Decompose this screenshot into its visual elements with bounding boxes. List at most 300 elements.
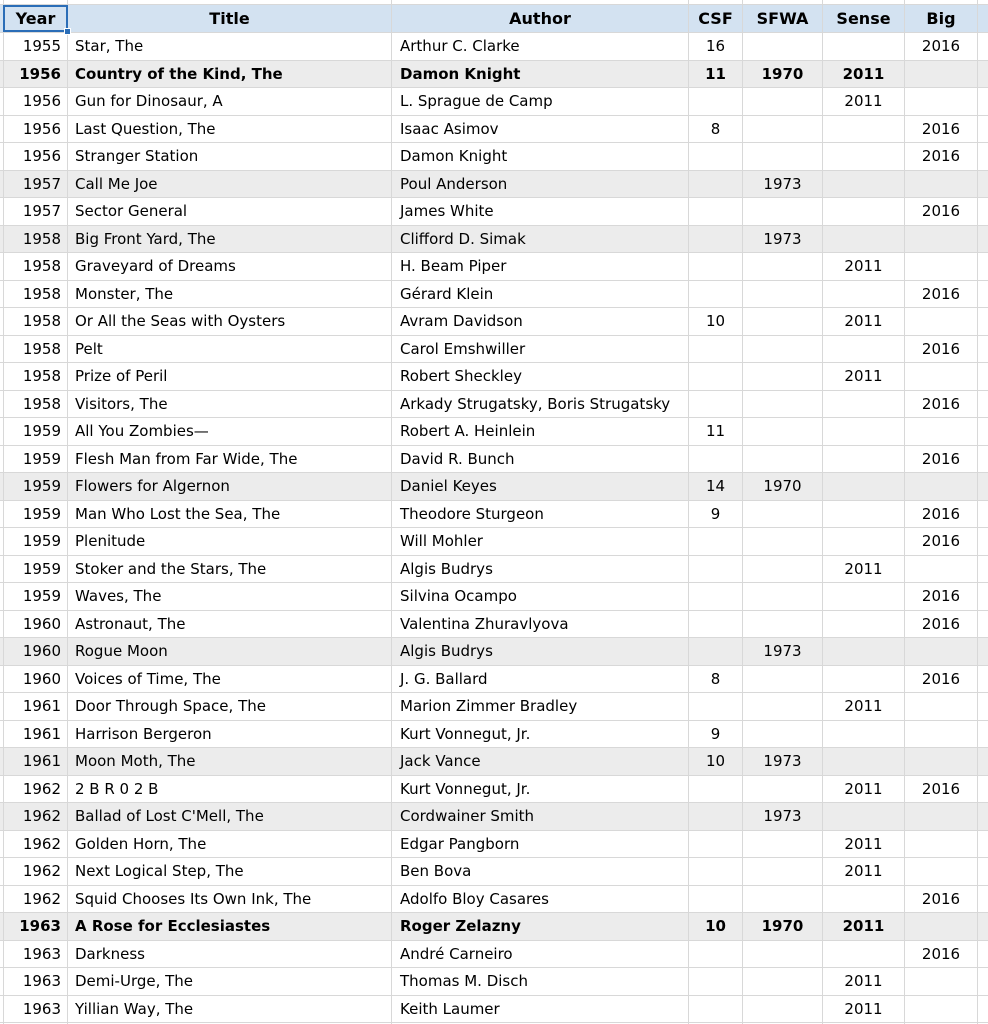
cell-sense[interactable]: 2011	[823, 776, 905, 803]
cell-sense[interactable]	[823, 748, 905, 775]
cell-title[interactable]: Stoker and the Stars, The	[68, 556, 392, 583]
cell-sense[interactable]	[823, 336, 905, 363]
cell-year[interactable]: 1961	[3, 693, 68, 720]
cell-csf[interactable]: 9	[689, 501, 743, 528]
cell-sfwa[interactable]	[743, 611, 823, 638]
cell-author[interactable]: Robert A. Heinlein	[392, 418, 689, 445]
cell-big[interactable]: 2016	[905, 33, 978, 60]
cell-title[interactable]: A Rose for Ecclesiastes	[68, 913, 392, 940]
cell-big[interactable]	[905, 693, 978, 720]
table-row	[0, 583, 988, 611]
cell-sfwa[interactable]	[743, 886, 823, 913]
cell-title[interactable]: Flowers for Algernon	[68, 473, 392, 500]
cell-sense[interactable]: 2011	[823, 363, 905, 390]
cell-big[interactable]: 2016	[905, 198, 978, 225]
cell-sfwa[interactable]	[743, 528, 823, 555]
cell-csf[interactable]	[689, 363, 743, 390]
cell-csf[interactable]: 14	[689, 473, 743, 500]
cell-author[interactable]: Silvina Ocampo	[392, 583, 689, 610]
cell-sfwa[interactable]	[743, 693, 823, 720]
cell-big[interactable]: 2016	[905, 391, 978, 418]
cell-sfwa[interactable]	[743, 336, 823, 363]
cell-author[interactable]: Valentina Zhuravlyova	[392, 611, 689, 638]
cell-sfwa[interactable]	[743, 363, 823, 390]
cell-sense[interactable]: 2011	[823, 913, 905, 940]
cell-sfwa[interactable]: 1973	[743, 748, 823, 775]
cell-title[interactable]: Darkness	[68, 941, 392, 968]
cell-big[interactable]	[905, 556, 978, 583]
cell-sense[interactable]	[823, 638, 905, 665]
cell-title[interactable]: Harrison Bergeron	[68, 721, 392, 748]
cell-filler	[978, 116, 988, 143]
cell-big[interactable]: 2016	[905, 281, 978, 308]
cell-title[interactable]: 2 B R 0 2 B	[68, 776, 392, 803]
cell-sfwa[interactable]	[743, 941, 823, 968]
cell-big[interactable]: 2016	[905, 776, 978, 803]
header-cell-year[interactable]	[3, 5, 68, 32]
cell-year[interactable]: 1956	[3, 61, 68, 88]
cell-author[interactable]: James White	[392, 198, 689, 225]
cell-title[interactable]: Ballad of Lost C'Mell, The	[68, 803, 392, 830]
table-row	[0, 418, 988, 446]
cell-big[interactable]	[905, 721, 978, 748]
cell-sense[interactable]: 2011	[823, 831, 905, 858]
cell-sense[interactable]	[823, 391, 905, 418]
cell-csf[interactable]	[689, 858, 743, 885]
cell-sfwa[interactable]	[743, 446, 823, 473]
cell-big[interactable]	[905, 88, 978, 115]
cell-sense[interactable]	[823, 886, 905, 913]
cell-author[interactable]: Will Mohler	[392, 528, 689, 555]
cell-sense[interactable]	[823, 666, 905, 693]
cell-csf[interactable]	[689, 776, 743, 803]
cell-author[interactable]: Kurt Vonnegut, Jr.	[392, 776, 689, 803]
cell-title[interactable]: Voices of Time, The	[68, 666, 392, 693]
cell-title[interactable]: Gun for Dinosaur, A	[68, 88, 392, 115]
header-sense-label: Sense	[836, 9, 891, 28]
cell-title[interactable]: Visitors, The	[68, 391, 392, 418]
cell-filler	[978, 281, 988, 308]
cell-big[interactable]	[905, 61, 978, 88]
cell-sfwa[interactable]: 1970	[743, 913, 823, 940]
cell-sense[interactable]	[823, 33, 905, 60]
cell-title[interactable]: Rogue Moon	[68, 638, 392, 665]
partial-cell	[392, 0, 689, 4]
cell-csf[interactable]	[689, 803, 743, 830]
cell-sense[interactable]	[823, 501, 905, 528]
cell-big[interactable]	[905, 803, 978, 830]
cell-author[interactable]: Edgar Pangborn	[392, 831, 689, 858]
header-year-label: Year	[15, 9, 56, 28]
cell-sfwa[interactable]	[743, 253, 823, 280]
header-cell-big[interactable]	[905, 5, 978, 32]
cell-csf[interactable]	[689, 391, 743, 418]
cell-big[interactable]	[905, 638, 978, 665]
table-row	[0, 886, 988, 914]
cell-sense[interactable]	[823, 721, 905, 748]
cell-filler	[978, 446, 988, 473]
cell-title[interactable]: Door Through Space, The	[68, 693, 392, 720]
cell-csf[interactable]: 8	[689, 116, 743, 143]
cell-filler	[978, 996, 988, 1023]
cell-author[interactable]: Arkady Strugatsky, Boris Strugatsky	[392, 391, 689, 418]
cell-sense[interactable]: 2011	[823, 968, 905, 995]
cell-author[interactable]: Algis Budrys	[392, 556, 689, 583]
table-row	[0, 996, 988, 1024]
cell-sense[interactable]: 2011	[823, 693, 905, 720]
cell-csf[interactable]: 9	[689, 721, 743, 748]
cell-year[interactable]: 1958	[3, 336, 68, 363]
header-csf-label: CSF	[698, 9, 733, 28]
cell-title[interactable]: Demi-Urge, The	[68, 968, 392, 995]
cell-csf[interactable]	[689, 831, 743, 858]
cell-big[interactable]: 2016	[905, 611, 978, 638]
cell-sfwa[interactable]	[743, 721, 823, 748]
cell-sense[interactable]: 2011	[823, 308, 905, 335]
cell-title[interactable]: Big Front Yard, The	[68, 226, 392, 253]
table-body	[0, 33, 988, 1023]
table-row	[0, 501, 988, 529]
table-row	[0, 638, 988, 666]
cell-year[interactable]: 1962	[3, 886, 68, 913]
cell-year[interactable]: 1958	[3, 253, 68, 280]
cell-filler	[978, 776, 988, 803]
cell-sfwa[interactable]	[743, 666, 823, 693]
cell-csf[interactable]: 11	[689, 61, 743, 88]
header-cell-sfwa[interactable]	[743, 5, 823, 32]
cell-author[interactable]: Roger Zelazny	[392, 913, 689, 940]
cell-author[interactable]: Daniel Keyes	[392, 473, 689, 500]
cell-year[interactable]: 1960	[3, 611, 68, 638]
table-row	[0, 253, 988, 281]
cell-csf[interactable]	[689, 941, 743, 968]
cell-author[interactable]: Carol Emshwiller	[392, 336, 689, 363]
cell-author[interactable]: Isaac Asimov	[392, 116, 689, 143]
cell-year[interactable]: 1959	[3, 556, 68, 583]
cell-sfwa[interactable]	[743, 776, 823, 803]
cell-author[interactable]: David R. Bunch	[392, 446, 689, 473]
cell-title[interactable]: Stranger Station	[68, 143, 392, 170]
cell-author[interactable]: Damon Knight	[392, 143, 689, 170]
cell-csf[interactable]	[689, 693, 743, 720]
cell-filler	[978, 198, 988, 225]
partial-cell	[3, 0, 68, 4]
cell-sfwa[interactable]	[743, 308, 823, 335]
cell-year[interactable]: 1958	[3, 281, 68, 308]
cell-big[interactable]	[905, 913, 978, 940]
cell-csf[interactable]: 10	[689, 308, 743, 335]
cell-csf[interactable]	[689, 446, 743, 473]
cell-sfwa[interactable]	[743, 281, 823, 308]
cell-author[interactable]: Theodore Sturgeon	[392, 501, 689, 528]
cell-csf[interactable]	[689, 611, 743, 638]
cell-filler	[978, 418, 988, 445]
cell-year[interactable]: 1955	[3, 33, 68, 60]
cell-year[interactable]: 1962	[3, 803, 68, 830]
cell-sfwa[interactable]	[743, 198, 823, 225]
cell-big[interactable]: 2016	[905, 501, 978, 528]
table-row	[0, 858, 988, 886]
cell-csf[interactable]	[689, 143, 743, 170]
cell-year[interactable]: 1956	[3, 88, 68, 115]
cell-author[interactable]: H. Beam Piper	[392, 253, 689, 280]
cell-year[interactable]: 1959	[3, 446, 68, 473]
cell-sense[interactable]	[823, 418, 905, 445]
cell-big[interactable]: 2016	[905, 941, 978, 968]
cell-csf[interactable]	[689, 253, 743, 280]
cell-year[interactable]: 1962	[3, 776, 68, 803]
cell-year[interactable]: 1963	[3, 913, 68, 940]
cell-sfwa[interactable]	[743, 88, 823, 115]
cell-author[interactable]: J. G. Ballard	[392, 666, 689, 693]
cell-sense[interactable]	[823, 226, 905, 253]
cell-sfwa[interactable]	[743, 116, 823, 143]
cell-author[interactable]: Cordwainer Smith	[392, 803, 689, 830]
cell-filler	[978, 143, 988, 170]
cell-author[interactable]: Poul Anderson	[392, 171, 689, 198]
table-row	[0, 33, 988, 61]
cell-csf[interactable]: 16	[689, 33, 743, 60]
cell-filler	[978, 583, 988, 610]
cell-author[interactable]: Marion Zimmer Bradley	[392, 693, 689, 720]
cell-csf[interactable]	[689, 528, 743, 555]
cell-author[interactable]: Algis Budrys	[392, 638, 689, 665]
cell-big[interactable]	[905, 418, 978, 445]
cell-year[interactable]: 1957	[3, 171, 68, 198]
cell-year[interactable]: 1959	[3, 583, 68, 610]
cell-big[interactable]	[905, 831, 978, 858]
cell-big[interactable]	[905, 968, 978, 995]
cell-title[interactable]: Last Question, The	[68, 116, 392, 143]
cell-big[interactable]: 2016	[905, 666, 978, 693]
cell-csf[interactable]: 8	[689, 666, 743, 693]
cell-author[interactable]: Thomas M. Disch	[392, 968, 689, 995]
cell-big[interactable]: 2016	[905, 528, 978, 555]
cell-csf[interactable]	[689, 996, 743, 1023]
cell-filler	[978, 748, 988, 775]
header-cell-author[interactable]	[392, 5, 689, 32]
cell-sense[interactable]	[823, 116, 905, 143]
cell-title[interactable]: Astronaut, The	[68, 611, 392, 638]
table-row	[0, 556, 988, 584]
header-cell-title[interactable]	[68, 5, 392, 32]
cell-csf[interactable]: 10	[689, 748, 743, 775]
cell-author[interactable]: Kurt Vonnegut, Jr.	[392, 721, 689, 748]
header-sfwa-label: SFWA	[756, 9, 809, 28]
cell-big[interactable]	[905, 226, 978, 253]
cell-author[interactable]: Robert Sheckley	[392, 363, 689, 390]
header-row	[0, 5, 988, 33]
cell-sense[interactable]: 2011	[823, 858, 905, 885]
cell-sense[interactable]: 2011	[823, 253, 905, 280]
cell-year[interactable]: 1956	[3, 143, 68, 170]
cell-year[interactable]: 1962	[3, 831, 68, 858]
cell-year[interactable]: 1959	[3, 501, 68, 528]
cell-author[interactable]: André Carneiro	[392, 941, 689, 968]
cell-big[interactable]	[905, 171, 978, 198]
cell-sfwa[interactable]	[743, 583, 823, 610]
cell-year[interactable]: 1958	[3, 226, 68, 253]
cell-year[interactable]: 1958	[3, 363, 68, 390]
cell-sense[interactable]	[823, 446, 905, 473]
cell-big[interactable]	[905, 363, 978, 390]
cell-filler	[978, 831, 988, 858]
header-author-label: Author	[509, 9, 571, 28]
cell-year[interactable]: 1958	[3, 391, 68, 418]
cell-csf[interactable]	[689, 556, 743, 583]
cell-csf[interactable]	[689, 281, 743, 308]
cell-author[interactable]: Jack Vance	[392, 748, 689, 775]
cell-sfwa[interactable]	[743, 501, 823, 528]
cell-sfwa[interactable]	[743, 556, 823, 583]
cell-title[interactable]: Prize of Peril	[68, 363, 392, 390]
cell-year[interactable]: 1963	[3, 968, 68, 995]
cell-title[interactable]: Or All the Seas with Oysters	[68, 308, 392, 335]
cell-csf[interactable]	[689, 336, 743, 363]
cell-big[interactable]	[905, 308, 978, 335]
cell-author[interactable]: Adolfo Bloy Casares	[392, 886, 689, 913]
cell-sfwa[interactable]	[743, 33, 823, 60]
cell-sense[interactable]	[823, 941, 905, 968]
cell-csf[interactable]	[689, 583, 743, 610]
cell-big[interactable]: 2016	[905, 446, 978, 473]
cell-author[interactable]: Damon Knight	[392, 61, 689, 88]
partial-cell	[823, 0, 905, 4]
cell-sense[interactable]: 2011	[823, 88, 905, 115]
cell-title[interactable]: All You Zombies—	[68, 418, 392, 445]
cell-filler	[978, 473, 988, 500]
cell-sfwa[interactable]	[743, 996, 823, 1023]
cell-sfwa[interactable]	[743, 418, 823, 445]
cell-sfwa[interactable]: 1973	[743, 226, 823, 253]
cell-big[interactable]: 2016	[905, 143, 978, 170]
cell-csf[interactable]	[689, 171, 743, 198]
table-row	[0, 88, 988, 116]
cell-author[interactable]: Clifford D. Simak	[392, 226, 689, 253]
cell-author[interactable]: Ben Bova	[392, 858, 689, 885]
cell-filler	[978, 253, 988, 280]
cell-sense[interactable]	[823, 473, 905, 500]
cell-sense[interactable]	[823, 198, 905, 225]
cell-sense[interactable]: 2011	[823, 61, 905, 88]
cell-big[interactable]	[905, 996, 978, 1023]
cell-big[interactable]: 2016	[905, 336, 978, 363]
cell-sense[interactable]	[823, 611, 905, 638]
cell-year[interactable]: 1963	[3, 996, 68, 1023]
cell-csf[interactable]	[689, 226, 743, 253]
cell-title[interactable]: Golden Horn, The	[68, 831, 392, 858]
cell-big[interactable]: 2016	[905, 886, 978, 913]
cell-author[interactable]: Arthur C. Clarke	[392, 33, 689, 60]
cell-year[interactable]: 1958	[3, 308, 68, 335]
cell-sense[interactable]	[823, 281, 905, 308]
cell-filler	[978, 858, 988, 885]
cell-sense[interactable]	[823, 803, 905, 830]
cell-sfwa[interactable]	[743, 831, 823, 858]
cell-year[interactable]: 1957	[3, 198, 68, 225]
cell-csf[interactable]: 10	[689, 913, 743, 940]
cell-sense[interactable]: 2011	[823, 996, 905, 1023]
cell-sfwa[interactable]	[743, 968, 823, 995]
cell-title[interactable]: Pelt	[68, 336, 392, 363]
cell-sfwa[interactable]: 1973	[743, 803, 823, 830]
cell-big[interactable]	[905, 858, 978, 885]
table-row	[0, 61, 988, 89]
cell-year[interactable]: 1960	[3, 638, 68, 665]
cell-year[interactable]: 1959	[3, 473, 68, 500]
cell-title[interactable]: Plenitude	[68, 528, 392, 555]
partial-cell	[978, 0, 988, 4]
cell-year[interactable]: 1961	[3, 748, 68, 775]
cell-author[interactable]: L. Sprague de Camp	[392, 88, 689, 115]
cell-author[interactable]: Keith Laumer	[392, 996, 689, 1023]
cell-big[interactable]	[905, 748, 978, 775]
cell-title[interactable]: Moon Moth, The	[68, 748, 392, 775]
cell-year[interactable]: 1959	[3, 418, 68, 445]
cell-sense[interactable]	[823, 171, 905, 198]
cell-sense[interactable]: 2011	[823, 556, 905, 583]
cell-csf[interactable]	[689, 198, 743, 225]
cell-big[interactable]	[905, 473, 978, 500]
cell-sfwa[interactable]: 1973	[743, 638, 823, 665]
cell-sense[interactable]	[823, 583, 905, 610]
cell-title[interactable]: Man Who Lost the Sea, The	[68, 501, 392, 528]
cell-sfwa[interactable]: 1973	[743, 171, 823, 198]
cell-title[interactable]: Call Me Joe	[68, 171, 392, 198]
cell-title[interactable]: Sector General	[68, 198, 392, 225]
cell-big[interactable]: 2016	[905, 116, 978, 143]
cell-big[interactable]: 2016	[905, 583, 978, 610]
cell-sfwa[interactable]	[743, 391, 823, 418]
cell-sense[interactable]	[823, 143, 905, 170]
cell-csf[interactable]	[689, 638, 743, 665]
cell-sfwa[interactable]: 1970	[743, 473, 823, 500]
partial-cell	[905, 0, 978, 4]
cell-title[interactable]: Country of the Kind, The	[68, 61, 392, 88]
selection-fill-handle[interactable]	[64, 28, 71, 35]
cell-author[interactable]: Avram Davidson	[392, 308, 689, 335]
cell-title[interactable]: Flesh Man from Far Wide, The	[68, 446, 392, 473]
cell-year[interactable]: 1960	[3, 666, 68, 693]
cell-csf[interactable]: 11	[689, 418, 743, 445]
cell-title[interactable]: Star, The	[68, 33, 392, 60]
cell-year[interactable]: 1963	[3, 941, 68, 968]
header-cell-csf[interactable]	[689, 5, 743, 32]
cell-filler	[978, 61, 988, 88]
cell-title[interactable]: Yillian Way, The	[68, 996, 392, 1023]
cell-csf[interactable]	[689, 88, 743, 115]
cell-year[interactable]: 1959	[3, 528, 68, 555]
cell-author[interactable]: Gérard Klein	[392, 281, 689, 308]
cell-sfwa[interactable]	[743, 143, 823, 170]
cell-sfwa[interactable]	[743, 858, 823, 885]
cell-csf[interactable]	[689, 886, 743, 913]
cell-sense[interactable]	[823, 528, 905, 555]
cell-sfwa[interactable]: 1970	[743, 61, 823, 88]
cell-year[interactable]: 1961	[3, 721, 68, 748]
cell-title[interactable]: Graveyard of Dreams	[68, 253, 392, 280]
cell-year[interactable]: 1956	[3, 116, 68, 143]
cell-title[interactable]: Waves, The	[68, 583, 392, 610]
header-cell-sense[interactable]	[823, 5, 905, 32]
table-row	[0, 308, 988, 336]
cell-csf[interactable]	[689, 968, 743, 995]
cell-big[interactable]	[905, 253, 978, 280]
cell-title[interactable]: Squid Chooses Its Own Ink, The	[68, 886, 392, 913]
cell-title[interactable]: Next Logical Step, The	[68, 858, 392, 885]
cell-title[interactable]: Monster, The	[68, 281, 392, 308]
cell-year[interactable]: 1962	[3, 858, 68, 885]
